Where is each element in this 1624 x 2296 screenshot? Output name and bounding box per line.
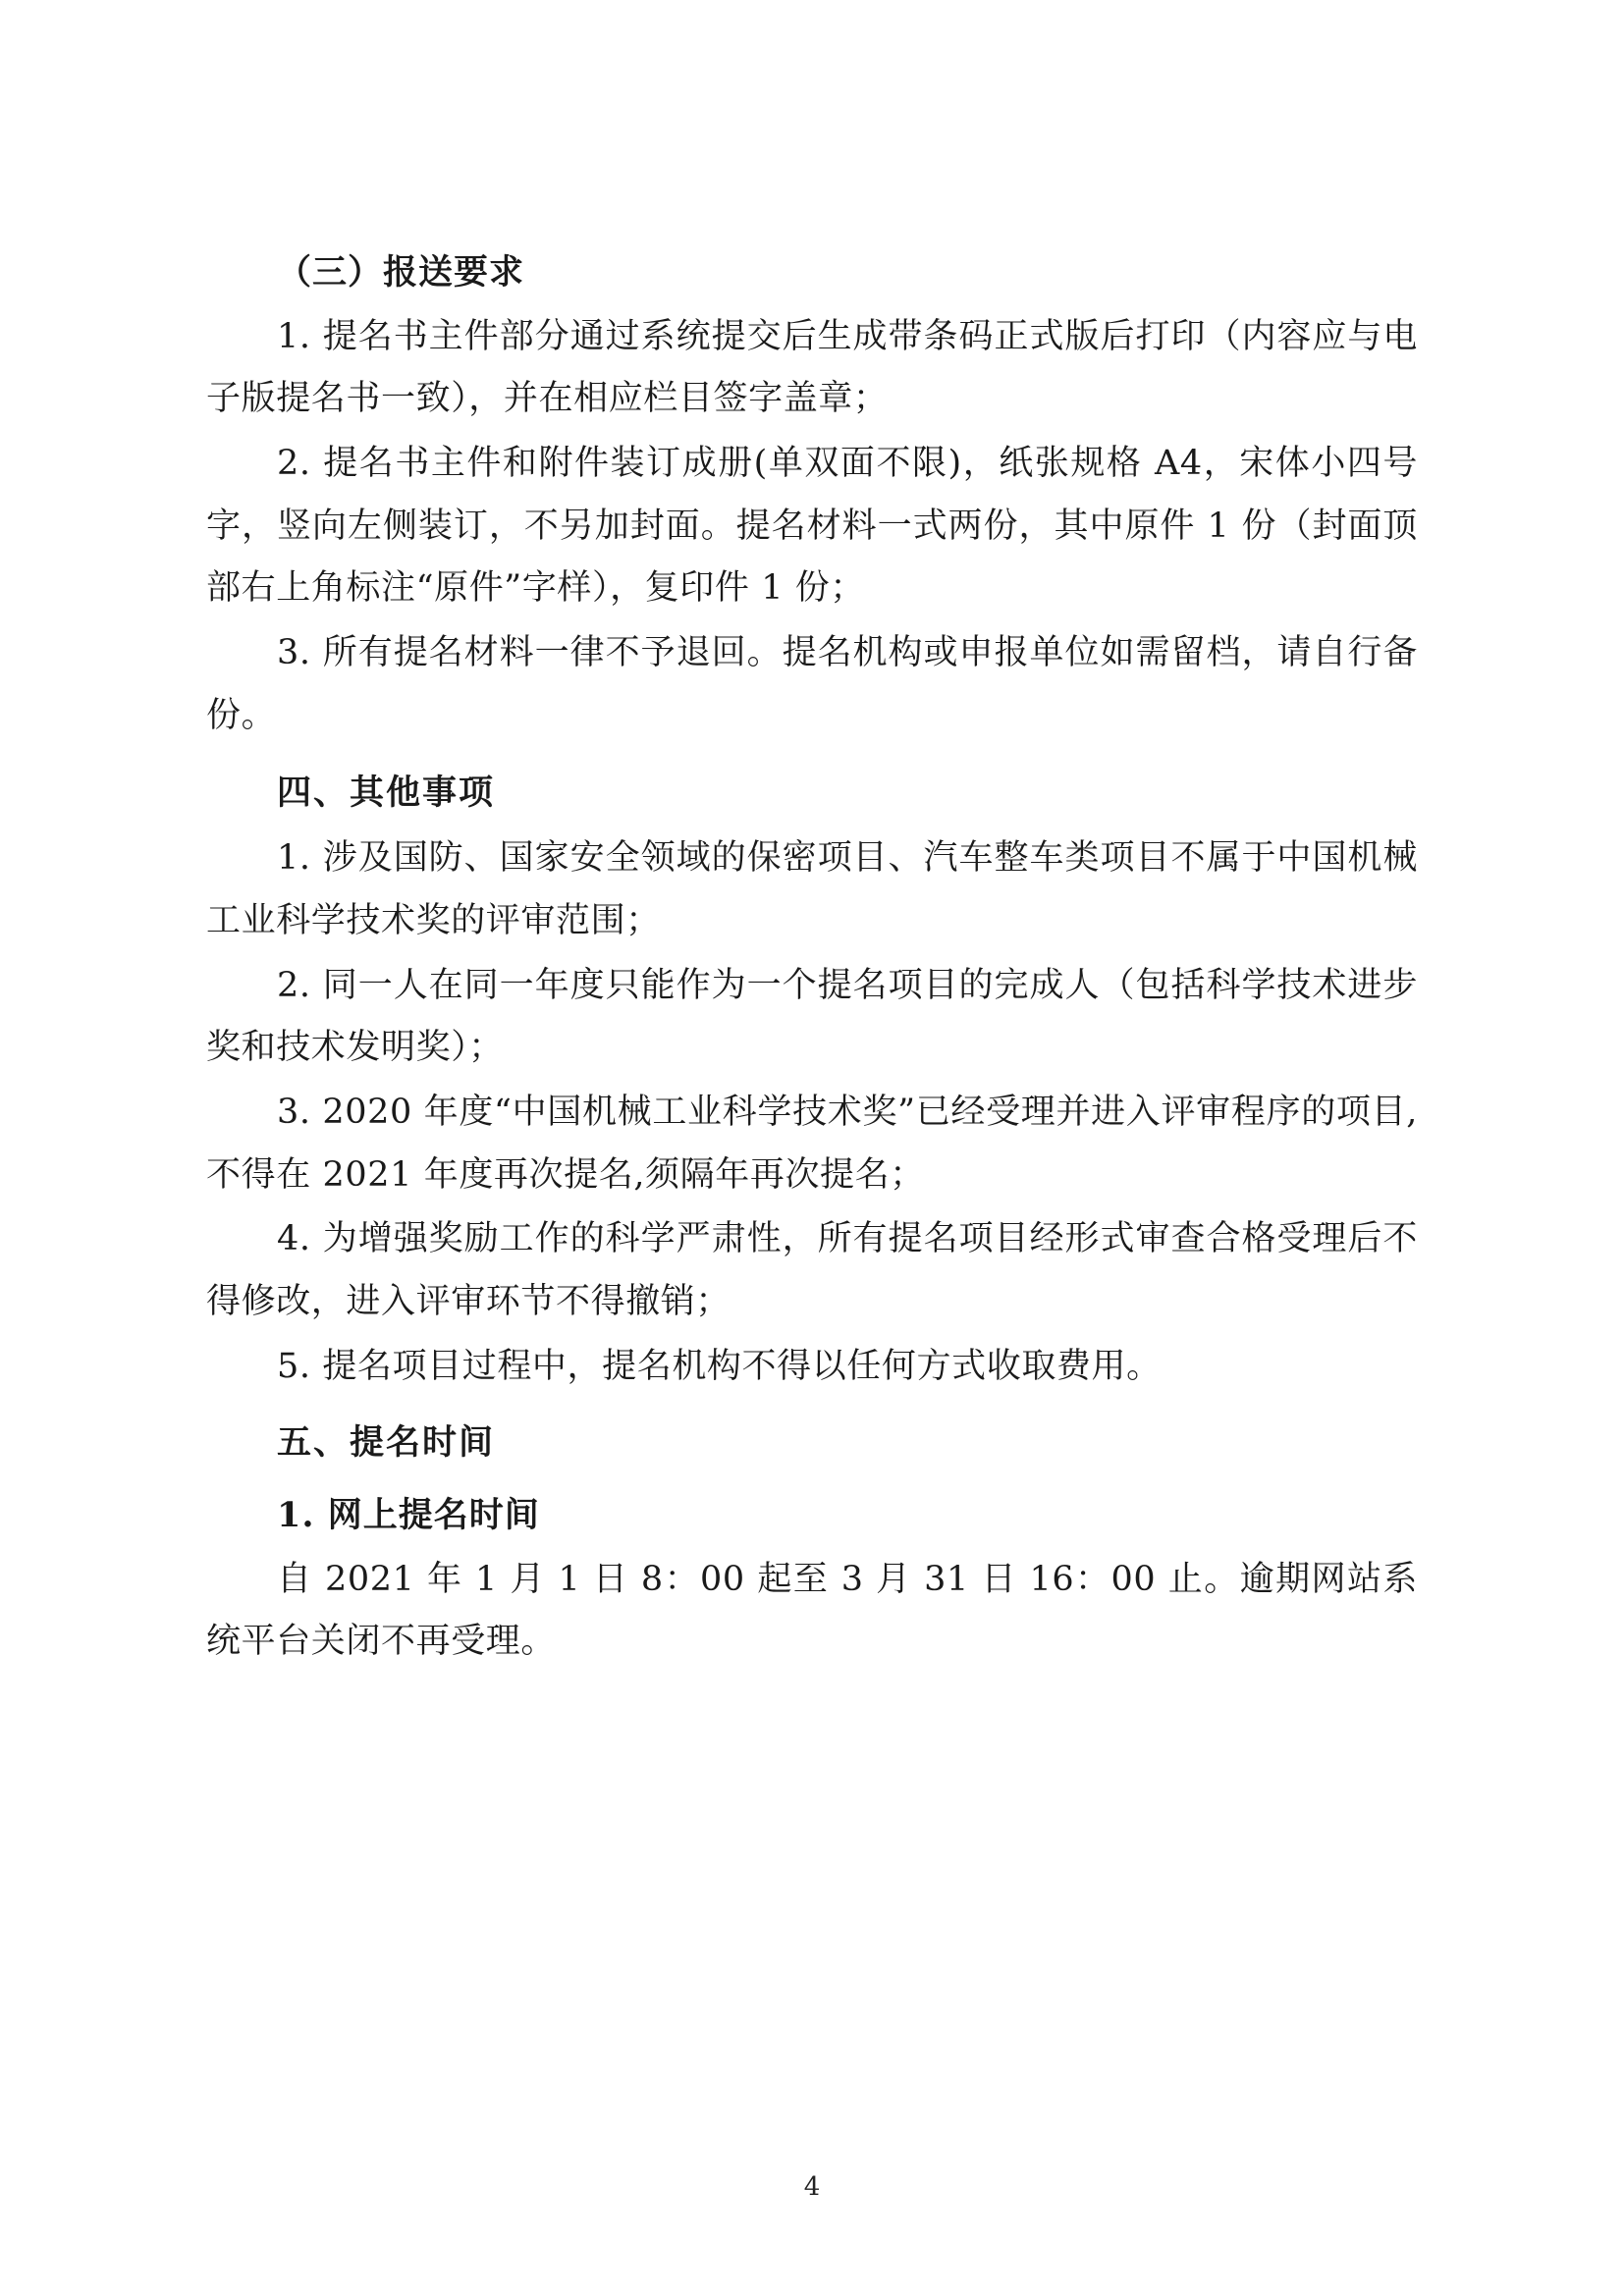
paragraph: 2. 同一人在同一年度只能作为一个提名项目的完成人（包括科学技术进步奖和技术发明奖）； (206, 965, 1418, 1068)
section-heading: 五、提名时间 (277, 1422, 496, 1464)
page-number: 4 (803, 2172, 821, 2202)
paragraph: 2. 提名书主件和附件装订成册(单双面不限)，纸张规格 A4，宋体小四号字，竖向左侧装订，不另加封面。提名材料一式两份，其中原件 1 份（封面顶部右上角标注“原件”字样），复印件 1 份； (206, 444, 1418, 609)
section-heading: 四、其他事项 (277, 772, 496, 813)
section-heading: 1. 网上提名时间 (277, 1495, 540, 1536)
paragraph: 1. 涉及国防、国家安全领域的保密项目、汽车整车类项目不属于中国机械工业科学技术奖的评审范围； (206, 838, 1418, 940)
paragraph: 1. 提名书主件部分通过系统提交后生成带条码正式版后打印（内容应与电子版提名书一致），并在相应栏目签字盖章； (206, 316, 1418, 419)
paragraph: 3. 所有提名材料一律不予退回。提名机构或申报单位如需留档，请自行备份。 (206, 633, 1418, 735)
paragraph: 5. 提名项目过程中，提名机构不得以任何方式收取费用。 (277, 1346, 1162, 1386)
document-body (206, 241, 1418, 1674)
section-heading: （三）报送要求 (277, 252, 525, 293)
paragraph: 4. 为增强奖励工作的科学严肃性，所有提名项目经形式审查合格受理后不得修改，进入评审环节不得撤销； (206, 1219, 1418, 1321)
paragraph: 3. 2020 年度“中国机械工业科学技术奖”已经受理并进入评审程序的项目,不得在 2021 年度再次提名,须隔年再次提名； (206, 1092, 1418, 1195)
paragraph: 自 2021 年 1 月 1 日 8：00 起至 3 月 31 日 16：00 止。逾期网站系统平台关闭不再受理。 (206, 1559, 1418, 1662)
